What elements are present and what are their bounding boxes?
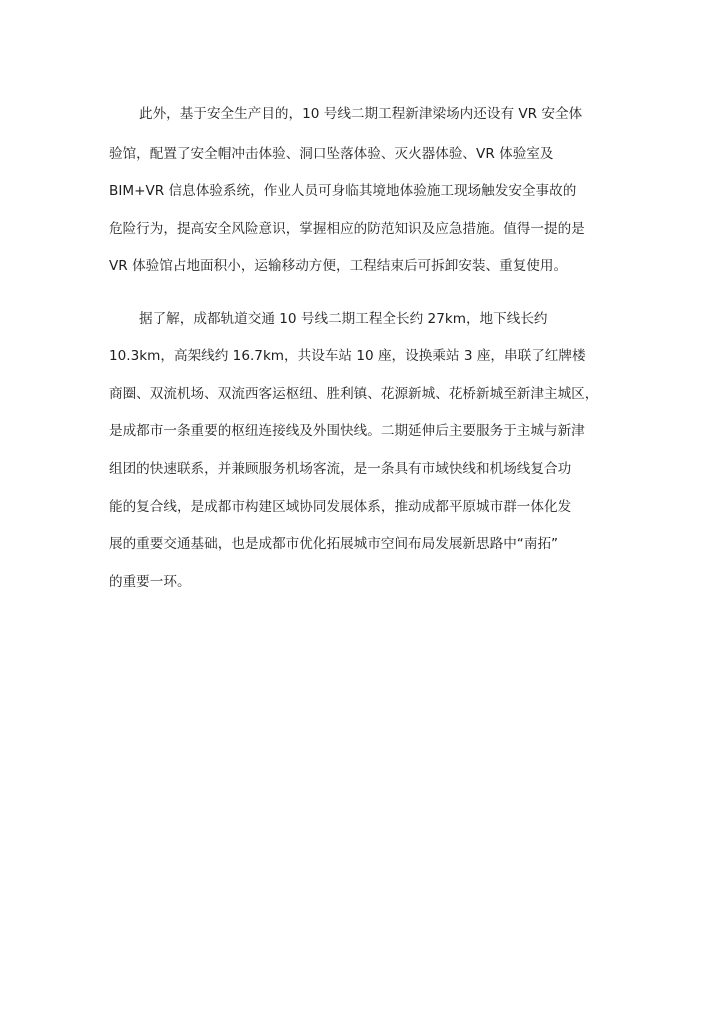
paragraph-1-line-4: 危险行为，提高安全风险意识，掌握相应的防范知识及应急措施。值得一提的是 (109, 221, 585, 237)
paragraph-1-line-3: BIM+VR 信息体验系统，作业人员可身临其境地体验施工现场触发安全事故的 (109, 183, 577, 199)
paragraph-1-line-1: 此外，基于安全生产目的，10 号线二期工程新津梁场内还设有 VR 安全体 (139, 106, 583, 122)
paragraph-2-line-2: 10.3km，高架线约 16.7km，共设车站 10 座，设换乘站 3 座，串联了红牌楼 (109, 348, 586, 364)
paragraph-2-line-7: 展的重要交通基础，也是成都市优化拓展城市空间布局发展新思路中“南拓” (109, 536, 559, 552)
paragraph-2-line-6: 能的复合线，是成都市构建区域协同发展体系，推动成都平原城市群一体化发 (109, 499, 572, 515)
paragraph-2-line-5: 组团的快速联系，并兼顾服务机场客流，是一条具有市域快线和机场线复合功 (109, 461, 572, 477)
paragraph-2-line-8: 的重要一环。 (109, 574, 191, 590)
paragraph-2-line-3: 商圈、双流机场、双流西客运枢纽、胜利镇、花源新城、花桥新城至新津主城区， (109, 386, 599, 402)
paragraph-2-line-4: 是成都市一条重要的枢纽连接线及外围快线。二期延伸后主要服务于主城与新津 (109, 423, 585, 439)
paragraph-2-line-1: 据了解，成都轨道交通 10 号线二期工程全长约 27km，地下线长约 (139, 311, 548, 327)
paragraph-1-line-5: VR 体验馆占地面积小，运输移动方便，工程结束后可拆卸安装、重复使用。 (109, 258, 568, 274)
paragraph-1-line-2: 验馆，配置了安全帽冲击体验、洞口坠落体验、灭火器体验、VR 体验室及 (109, 146, 554, 162)
